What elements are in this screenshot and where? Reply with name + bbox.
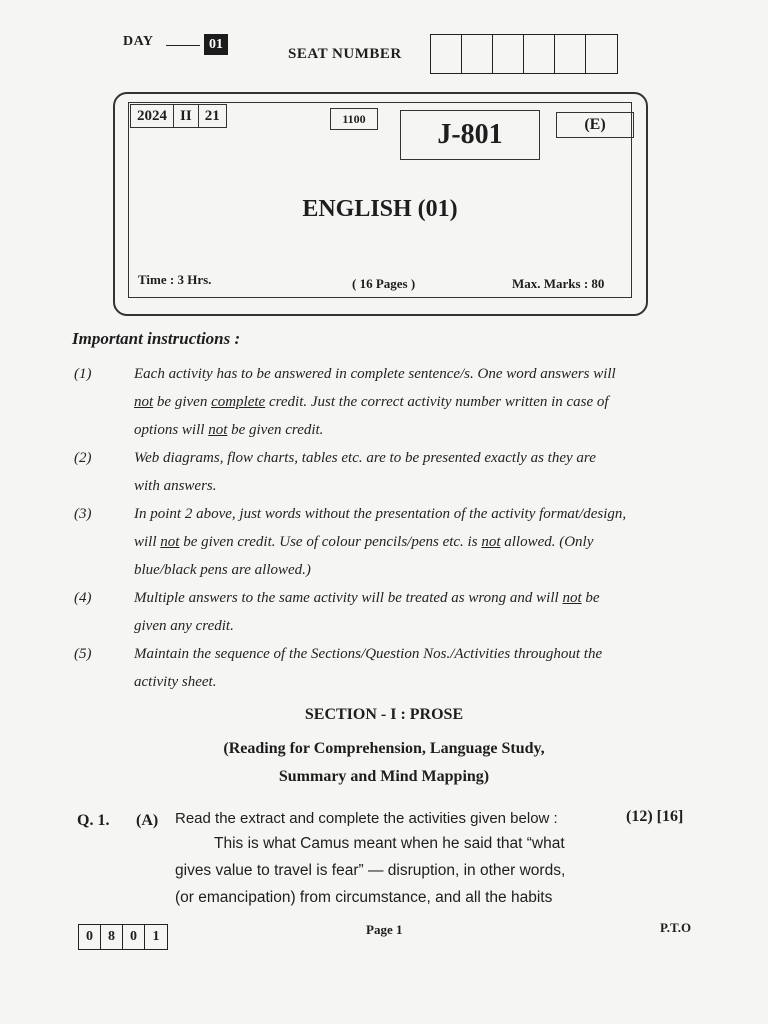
instruction-line: Maintain the sequence of the Sections/Question Nos./Activities throughout the	[134, 646, 603, 662]
pto-label: P.T.O	[660, 920, 692, 935]
instruction-number: (4)	[74, 590, 92, 606]
page-number: Page 1	[366, 922, 403, 937]
section-subtitle: Summary and Mind Mapping)	[278, 768, 490, 785]
question-marks: (12) [16]	[626, 808, 684, 825]
day-label: DAY	[123, 34, 154, 49]
seat-number-boxes[interactable]	[430, 34, 618, 74]
seat-cell[interactable]	[462, 35, 493, 73]
max-marks: Max. Marks : 80	[512, 276, 605, 291]
seat-cell[interactable]	[555, 35, 586, 73]
instruction-line: not be given complete credit. Just the correct activity number written in case of	[134, 394, 609, 410]
day-value: 01	[204, 34, 228, 55]
instruction-number: (3)	[74, 506, 92, 522]
instruction-line: options will not be given credit.	[134, 422, 324, 438]
seat-cell[interactable]	[493, 35, 524, 73]
instruction-line: Each activity has to be answered in complete sentence/s. One word answers will	[134, 366, 616, 382]
instruction-line: given any credit.	[134, 618, 234, 634]
question-part: (A)	[136, 812, 159, 829]
day-divider	[166, 45, 200, 46]
time-code: 1100	[330, 108, 378, 130]
seat-cell[interactable]	[524, 35, 555, 73]
code-digit: 8	[101, 925, 123, 949]
extract-line: This is what Camus meant when he said that “what	[214, 835, 565, 852]
instruction-text	[134, 584, 700, 640]
date-year: 2024	[131, 105, 174, 127]
subject-title: ENGLISH (01)	[302, 196, 458, 222]
exam-time: Time : 3 Hrs.	[138, 272, 212, 287]
page-count: ( 16 Pages )	[352, 276, 416, 291]
paper-code-boxes	[78, 924, 168, 950]
instruction-text	[134, 640, 700, 696]
instruction-line: In point 2 above, just words without the presentation of the activity format/design,	[134, 506, 627, 522]
instruction-line: activity sheet.	[134, 674, 217, 690]
seat-cell[interactable]	[431, 35, 462, 73]
section-subtitle: (Reading for Comprehension, Language Study,	[223, 740, 545, 757]
instruction-line: with answers.	[134, 478, 217, 494]
code-digit: 1	[152, 929, 160, 944]
code-digit: 0	[123, 925, 145, 949]
seat-number-label: SEAT NUMBER	[288, 46, 402, 62]
instruction-text	[134, 360, 700, 444]
question-text: Read the extract and complete the activities given below :	[175, 810, 558, 827]
instruction-line: Web diagrams, flow charts, tables etc. are to be presented exactly as they are	[134, 450, 596, 466]
instruction-number: (2)	[74, 450, 92, 466]
date-month: II	[174, 105, 199, 127]
medium-code: (E)	[556, 112, 634, 138]
extract-line: gives value to travel is fear” — disruption, in other words,	[175, 862, 566, 879]
instruction-number: (5)	[74, 646, 92, 662]
question-number: Q. 1.	[77, 812, 110, 829]
exam-date-boxes	[130, 104, 227, 128]
extract-line: (or emancipation) from circumstance, and all the habits	[175, 889, 553, 906]
instruction-line: Multiple answers to the same activity will be treated as wrong and will not be	[134, 590, 600, 606]
instruction-text	[134, 500, 700, 584]
instruction-line: blue/black pens are allowed.)	[134, 562, 311, 578]
code-digit: 0	[79, 925, 101, 949]
seat-cell[interactable]	[586, 35, 617, 73]
paper-code: J-801	[400, 110, 540, 160]
date-day: 21	[204, 108, 220, 124]
section-title: SECTION - I : PROSE	[304, 706, 464, 723]
instruction-text	[134, 444, 700, 500]
instruction-line: will not be given credit. Use of colour pencils/pens etc. is not allowed. (Only	[134, 534, 594, 550]
instructions-title: Important instructions :	[72, 329, 241, 348]
instruction-number: (1)	[74, 366, 92, 382]
